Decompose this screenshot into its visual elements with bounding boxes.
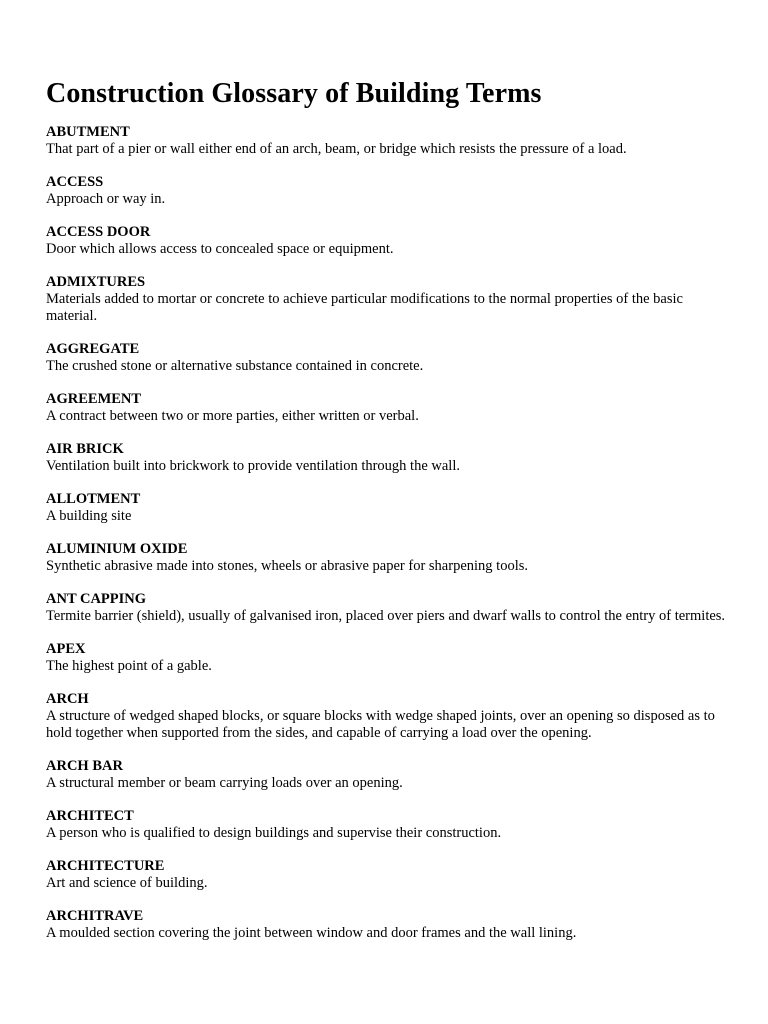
glossary-definition: Materials added to mortar or concrete to achieve particular modifications to the normal properties of the basic material. bbox=[46, 291, 683, 324]
glossary-definition: Synthetic abrasive made into stones, wheels or abrasive paper for sharpening tools. bbox=[46, 558, 528, 574]
glossary-term: ACCESS DOOR bbox=[46, 224, 151, 240]
glossary-definition: Termite barrier (shield), usually of galvanised iron, placed over piers and dwarf walls to control the entry of termites. bbox=[46, 608, 726, 624]
glossary-entry bbox=[46, 691, 726, 742]
glossary-term: ANT CAPPING bbox=[46, 591, 147, 607]
glossary-term: AGREEMENT bbox=[46, 391, 142, 407]
glossary-definition: The highest point of a gable. bbox=[46, 658, 212, 674]
document-page bbox=[46, 76, 726, 958]
glossary-entry bbox=[46, 641, 726, 675]
glossary-term: ADMIXTURES bbox=[46, 274, 146, 290]
glossary-term: ALUMINIUM OXIDE bbox=[46, 541, 188, 557]
glossary-term: ARCH BAR bbox=[46, 758, 123, 774]
glossary-term: AIR BRICK bbox=[46, 441, 124, 457]
glossary-definition: A contract between two or more parties, either written or verbal. bbox=[46, 408, 419, 424]
glossary-entry bbox=[46, 591, 726, 625]
glossary-entry bbox=[46, 441, 726, 475]
glossary-term: ARCHITECTURE bbox=[46, 858, 165, 874]
glossary-term: ALLOTMENT bbox=[46, 491, 141, 507]
glossary-term: ARCHITRAVE bbox=[46, 908, 144, 924]
glossary-entry bbox=[46, 341, 726, 375]
glossary-entry bbox=[46, 124, 726, 158]
glossary-entry bbox=[46, 541, 726, 575]
glossary-entry bbox=[46, 908, 726, 942]
glossary-definition: Door which allows access to concealed space or equipment. bbox=[46, 241, 394, 257]
glossary-term: ABUTMENT bbox=[46, 124, 130, 140]
glossary-term: AGGREGATE bbox=[46, 341, 140, 357]
glossary-definition: Ventilation built into brickwork to provide ventilation through the wall. bbox=[46, 458, 460, 474]
glossary-entry bbox=[46, 391, 726, 425]
glossary-term: ARCH bbox=[46, 691, 89, 707]
glossary-definition: That part of a pier or wall either end of an arch, beam, or bridge which resists the pressure of a load. bbox=[46, 141, 627, 157]
document-title: Construction Glossary of Building Terms bbox=[46, 78, 542, 109]
glossary-definition: A person who is qualified to design buildings and supervise their construction. bbox=[46, 825, 502, 841]
glossary-definition: A moulded section covering the joint between window and door frames and the wall lining. bbox=[46, 925, 577, 941]
glossary-definition: The crushed stone or alternative substance contained in concrete. bbox=[46, 358, 424, 374]
glossary-term: ACCESS bbox=[46, 174, 104, 190]
glossary-entry bbox=[46, 491, 726, 525]
glossary-definition: Art and science of building. bbox=[46, 875, 208, 891]
glossary-entry bbox=[46, 758, 726, 792]
glossary-term: ARCHITECT bbox=[46, 808, 134, 824]
glossary-definition: Approach or way in. bbox=[46, 191, 166, 207]
glossary-entry bbox=[46, 174, 726, 208]
glossary-definition: A structure of wedged shaped blocks, or square blocks with wedge shaped joints, over an opening so disposed as to hold together when supported from the sides, and capable of carrying a load over the opening. bbox=[46, 708, 715, 741]
glossary-entry bbox=[46, 224, 726, 258]
glossary-definition: A building site bbox=[46, 508, 132, 524]
glossary-entry bbox=[46, 274, 726, 325]
glossary-entry bbox=[46, 808, 726, 842]
glossary-definition: A structural member or beam carrying loads over an opening. bbox=[46, 775, 403, 791]
glossary-entry bbox=[46, 858, 726, 892]
glossary-term: APEX bbox=[46, 641, 86, 657]
